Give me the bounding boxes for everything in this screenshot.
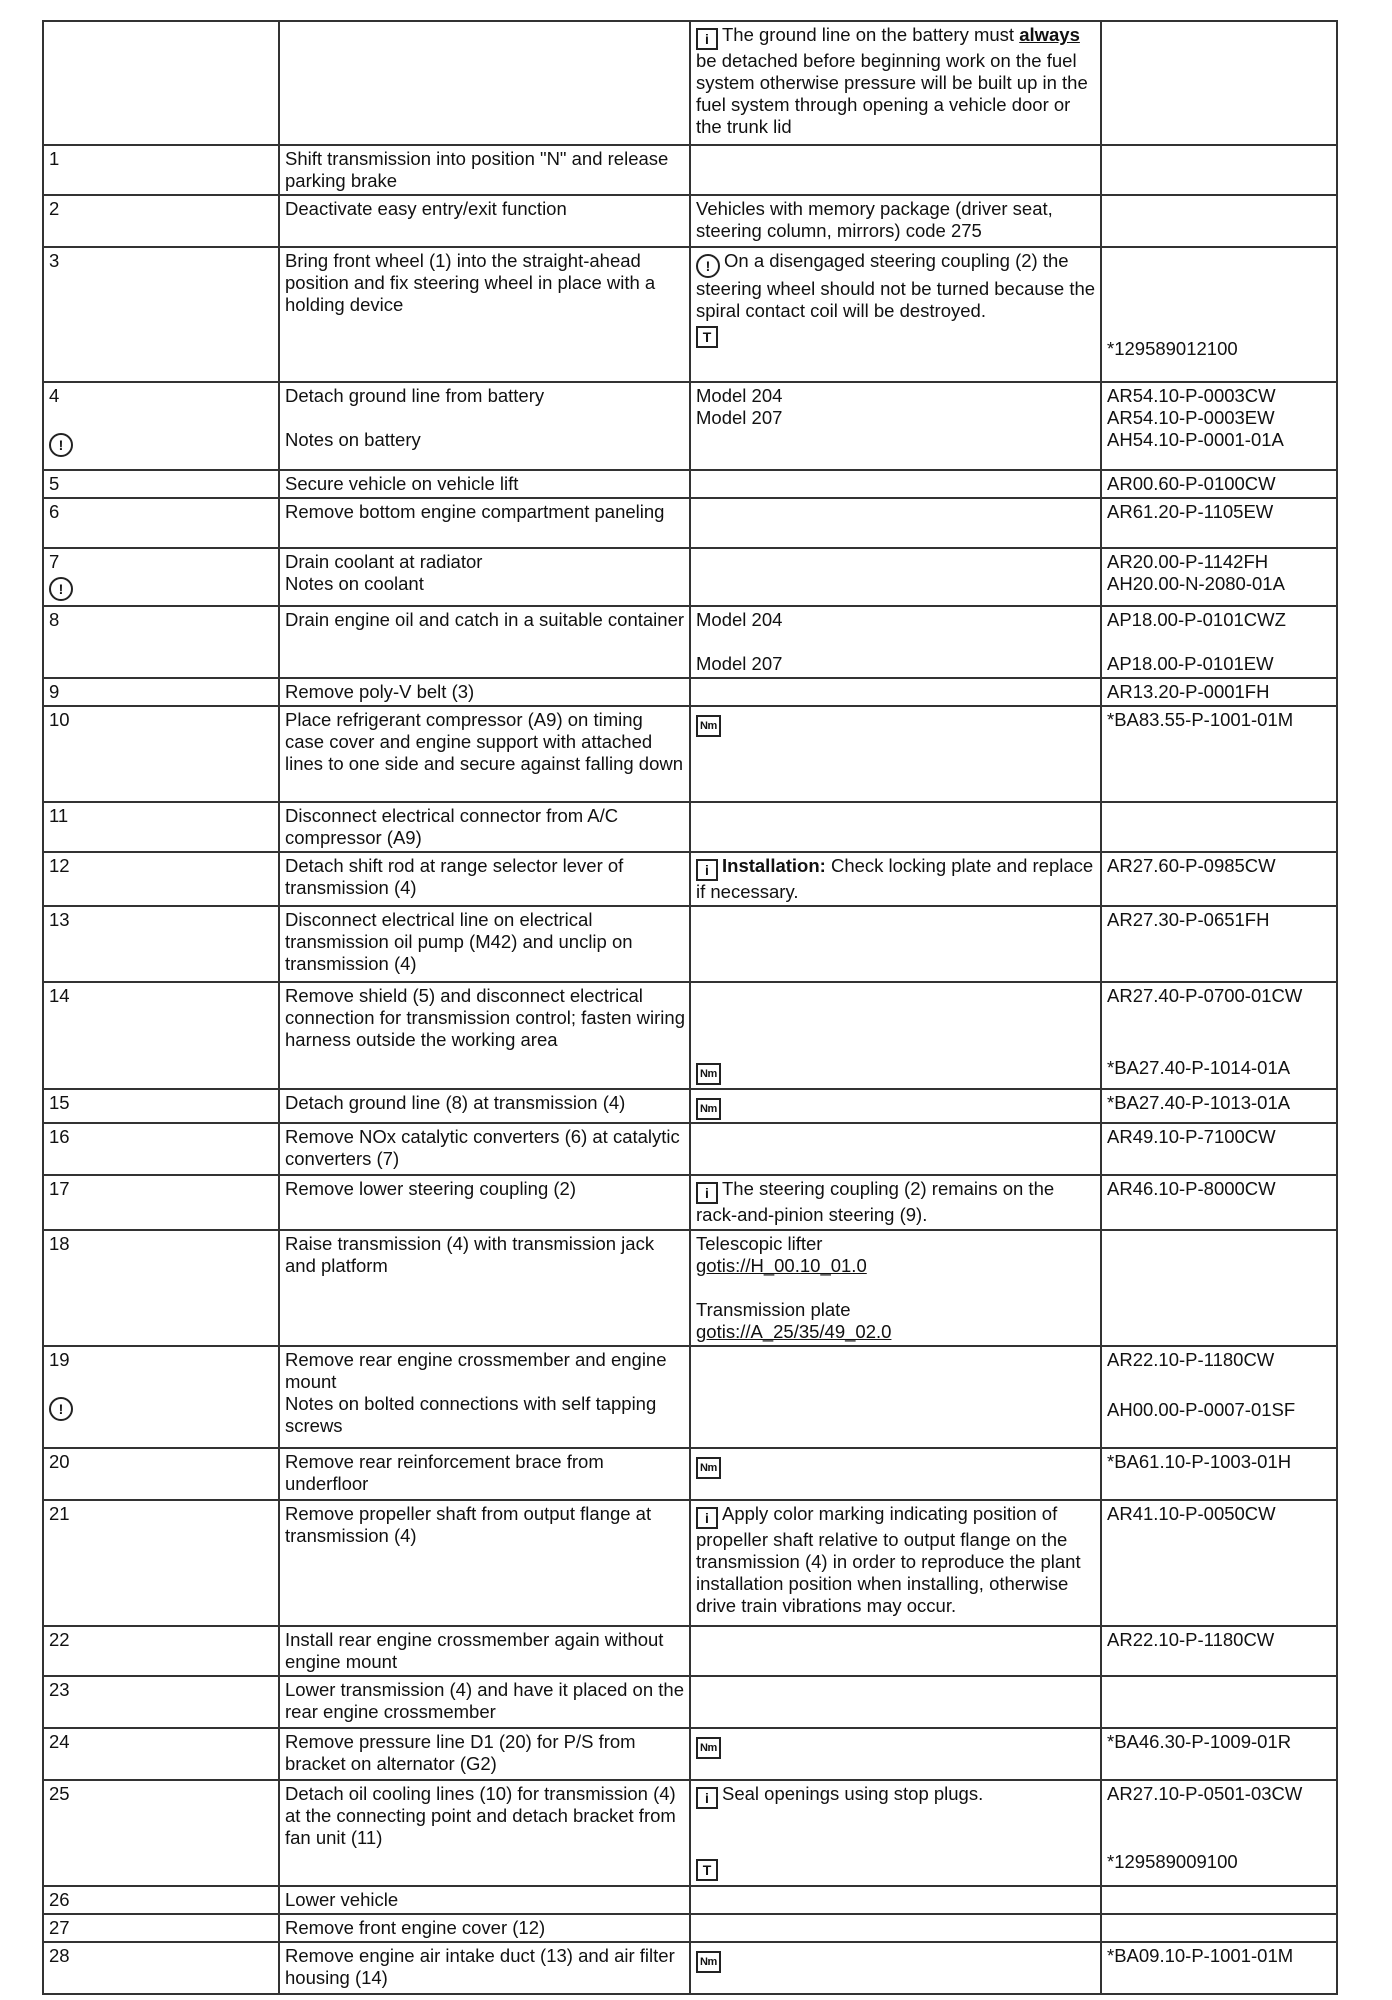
table-row bbox=[43, 1230, 1337, 1346]
table-row bbox=[43, 21, 1337, 145]
step-number: 13 bbox=[43, 906, 279, 982]
table-row bbox=[43, 1942, 1337, 1994]
procedure-table bbox=[42, 20, 1338, 1995]
table-row bbox=[43, 1914, 1337, 1942]
doc-reference[interactable]: *129589009100 bbox=[1107, 1851, 1238, 1872]
step-action: Detach oil cooling lines (10) for transmission (4) at the connecting point and detach bracket from fan unit (11) bbox=[279, 1780, 690, 1886]
doc-reference[interactable]: AR61.20-P-1105EW bbox=[1101, 498, 1337, 548]
step-info: Model 204 Model 207 bbox=[690, 382, 1101, 470]
step-action: Place refrigerant compressor (A9) on timing case cover and engine support with attached lines to one side and secure against falling down bbox=[279, 706, 690, 802]
step-number: 5 bbox=[43, 470, 279, 498]
doc-reference[interactable]: AR22.10-P-1180CW bbox=[1107, 1349, 1275, 1370]
doc-reference[interactable]: *BA09.10-P-1001-01M bbox=[1101, 1942, 1337, 1994]
step-action: Detach ground line (8) at transmission (4) bbox=[279, 1089, 690, 1123]
step-ref bbox=[1101, 247, 1337, 382]
step-info bbox=[690, 1942, 1101, 1994]
step-number: 27 bbox=[43, 1914, 279, 1942]
notes-link[interactable]: Notes on battery bbox=[285, 429, 421, 450]
table-row bbox=[43, 548, 1337, 606]
step-action: Raise transmission (4) with transmission jack and platform bbox=[279, 1230, 690, 1346]
step-info: i Seal openings using stop plugs. T bbox=[690, 1780, 1101, 1886]
table-row bbox=[43, 498, 1337, 548]
step-info bbox=[690, 1089, 1101, 1123]
torque-nm-icon[interactable]: Nm bbox=[696, 1063, 721, 1085]
doc-reference[interactable]: AR41.10-P-0050CW bbox=[1101, 1500, 1337, 1626]
step-action: Disconnect electrical connector from A/C compressor (A9) bbox=[279, 802, 690, 852]
tool-link[interactable]: gotis://H_00.10_01.0 bbox=[696, 1255, 867, 1276]
step-number: 7 ! bbox=[43, 548, 279, 606]
table-row bbox=[43, 1886, 1337, 1914]
table-row bbox=[43, 382, 1337, 470]
step-info bbox=[690, 1728, 1101, 1780]
table-row bbox=[43, 606, 1337, 678]
info-icon: i bbox=[696, 1507, 718, 1529]
doc-reference[interactable]: AH20.00-N-2080-01A bbox=[1107, 573, 1285, 594]
step-ref bbox=[1101, 1346, 1337, 1448]
step-info bbox=[690, 982, 1101, 1089]
step-number: 15 bbox=[43, 1089, 279, 1123]
step-action: Remove lower steering coupling (2) bbox=[279, 1175, 690, 1230]
step-number: 4 ! bbox=[43, 382, 279, 470]
table-row bbox=[43, 706, 1337, 802]
step-number: 3 bbox=[43, 247, 279, 382]
step-number: 26 bbox=[43, 1886, 279, 1914]
doc-reference[interactable]: AR27.40-P-0700-01CW bbox=[1107, 985, 1303, 1006]
doc-reference[interactable]: *BA46.30-P-1009-01R bbox=[1101, 1728, 1337, 1780]
table-row bbox=[43, 852, 1337, 906]
note-icon: ! bbox=[49, 1397, 73, 1421]
step-action: Remove propeller shaft from output flange at transmission (4) bbox=[279, 1500, 690, 1626]
step-number: 6 bbox=[43, 498, 279, 548]
step-number: 24 bbox=[43, 1728, 279, 1780]
table-row bbox=[43, 1089, 1337, 1123]
table-row bbox=[43, 1676, 1337, 1728]
torque-nm-icon[interactable]: Nm bbox=[696, 715, 721, 737]
step-number: 16 bbox=[43, 1123, 279, 1175]
doc-reference: *129589012100 bbox=[1107, 338, 1238, 359]
step-number: 1 bbox=[43, 145, 279, 195]
doc-reference[interactable]: AP18.00-P-0101EW bbox=[1107, 653, 1274, 674]
step-action: Remove pressure line D1 (20) for P/S from bracket on alternator (G2) bbox=[279, 1728, 690, 1780]
step-action: Secure vehicle on vehicle lift bbox=[279, 470, 690, 498]
step-action: Drain engine oil and catch in a suitable container bbox=[279, 606, 690, 678]
step-action: Remove NOx catalytic converters (6) at catalytic converters (7) bbox=[279, 1123, 690, 1175]
special-tool-icon: T bbox=[696, 326, 718, 348]
doc-reference[interactable]: AR54.10-P-0003CW bbox=[1107, 385, 1276, 406]
tool-link[interactable]: gotis://A_25/35/49_02.0 bbox=[696, 1321, 892, 1342]
step-number: 17 bbox=[43, 1175, 279, 1230]
doc-reference[interactable]: AR00.60-P-0100CW bbox=[1101, 470, 1337, 498]
note-icon: ! bbox=[49, 433, 73, 457]
doc-reference[interactable]: AR27.30-P-0651FH bbox=[1101, 906, 1337, 982]
step-number: 19 ! bbox=[43, 1346, 279, 1448]
step-number: 18 bbox=[43, 1230, 279, 1346]
step-ref bbox=[1101, 606, 1337, 678]
doc-reference[interactable]: *BA27.40-P-1014-01A bbox=[1107, 1057, 1291, 1078]
step-action: Bring front wheel (1) into the straight-ahead position and fix steering wheel in place with a holding device bbox=[279, 247, 690, 382]
step-info: i The steering coupling (2) remains on the rack-and-pinion steering (9). bbox=[690, 1175, 1101, 1230]
torque-nm-icon[interactable]: Nm bbox=[696, 1951, 721, 1973]
step-number: 11 bbox=[43, 802, 279, 852]
step-number: 14 bbox=[43, 982, 279, 1089]
doc-reference[interactable]: *BA27.40-P-1013-01A bbox=[1101, 1089, 1337, 1123]
doc-reference[interactable]: AR54.10-P-0003EW bbox=[1107, 407, 1275, 428]
step-action: Remove rear engine crossmember and engine mount Notes on bolted connections with self tapping screws bbox=[279, 1346, 690, 1448]
table-row bbox=[43, 1780, 1337, 1886]
step-ref bbox=[1101, 982, 1337, 1089]
step-number: 22 bbox=[43, 1626, 279, 1676]
step-number: 28 bbox=[43, 1942, 279, 1994]
torque-nm-icon[interactable]: Nm bbox=[696, 1098, 721, 1120]
doc-reference[interactable]: *BA83.55-P-1001-01M bbox=[1101, 706, 1337, 802]
note-icon: ! bbox=[49, 577, 73, 601]
step-number: 12 bbox=[43, 852, 279, 906]
notes-link[interactable]: Notes on bolted connections with self tapping screws bbox=[285, 1393, 657, 1436]
doc-reference[interactable]: AR22.10-P-1180CW bbox=[1101, 1626, 1337, 1676]
table-row bbox=[43, 1346, 1337, 1448]
step-number: 9 bbox=[43, 678, 279, 706]
step-info: Vehicles with memory package (driver seat, steering column, mirrors) code 275 bbox=[690, 195, 1101, 247]
torque-nm-icon[interactable]: Nm bbox=[696, 1457, 721, 1479]
step-action: Remove poly-V belt (3) bbox=[279, 678, 690, 706]
info-cell: i The ground line on the battery must always be detached before beginning work on the fuel system otherwise pressure will be built up in the fuel system through opening a vehicle door or the trunk lid bbox=[690, 21, 1101, 145]
step-action: Remove rear reinforcement brace from underfloor bbox=[279, 1448, 690, 1500]
doc-reference[interactable]: AP18.00-P-0101CWZ bbox=[1107, 609, 1286, 630]
step-action: Deactivate easy entry/exit function bbox=[279, 195, 690, 247]
step-action: Remove front engine cover (12) bbox=[279, 1914, 690, 1942]
step-action: Detach shift rod at range selector lever of transmission (4) bbox=[279, 852, 690, 906]
step-action: Remove shield (5) and disconnect electrical connection for transmission control; fasten wiring harness outside the working area bbox=[279, 982, 690, 1089]
notes-link[interactable]: Notes on coolant bbox=[285, 573, 424, 594]
step-action: Detach ground line from battery Notes on battery bbox=[279, 382, 690, 470]
table-row bbox=[43, 1500, 1337, 1626]
step-action: Shift transmission into position "N" and release parking brake bbox=[279, 145, 690, 195]
step-ref bbox=[1101, 1780, 1337, 1886]
step-info bbox=[690, 1448, 1101, 1500]
doc-reference[interactable]: AR27.60-P-0985CW bbox=[1101, 852, 1337, 906]
table-row bbox=[43, 247, 1337, 382]
table-row bbox=[43, 1123, 1337, 1175]
step-action: Disconnect electrical line on electrical transmission oil pump (M42) and unclip on transmission (4) bbox=[279, 906, 690, 982]
doc-reference[interactable]: AR27.10-P-0501-03CW bbox=[1107, 1783, 1303, 1804]
step-number: 23 bbox=[43, 1676, 279, 1728]
step-number: 25 bbox=[43, 1780, 279, 1886]
table-row bbox=[43, 982, 1337, 1089]
step-action: Drain coolant at radiator Notes on coolant bbox=[279, 548, 690, 606]
step-number: 10 bbox=[43, 706, 279, 802]
step-info: Model 204 Model 207 bbox=[690, 606, 1101, 678]
step-info: i Apply color marking indicating position of propeller shaft relative to output flange on the transmission (4) in order to reproduce the plant installation position when installing, otherwise drive train vibrations may occur. bbox=[690, 1500, 1101, 1626]
table-row bbox=[43, 1728, 1337, 1780]
special-tool-icon: T bbox=[696, 1859, 718, 1881]
step-action: Remove bottom engine compartment paneling bbox=[279, 498, 690, 548]
doc-reference[interactable]: *BA61.10-P-1003-01H bbox=[1101, 1448, 1337, 1500]
doc-reference[interactable]: AR20.00-P-1142FH bbox=[1107, 551, 1269, 572]
caution-note-icon: ! bbox=[696, 254, 720, 278]
doc-reference[interactable]: AH00.00-P-0007-01SF bbox=[1107, 1399, 1296, 1420]
step-action: Lower transmission (4) and have it placed on the rear engine crossmember bbox=[279, 1676, 690, 1728]
info-icon: i bbox=[696, 28, 718, 50]
table-row bbox=[43, 1448, 1337, 1500]
doc-reference[interactable]: AH54.10-P-0001-01A bbox=[1107, 429, 1284, 450]
doc-reference[interactable]: AR13.20-P-0001FH bbox=[1101, 678, 1337, 706]
info-icon: i bbox=[696, 859, 718, 881]
table-row bbox=[43, 195, 1337, 247]
table-row bbox=[43, 678, 1337, 706]
table-row bbox=[43, 470, 1337, 498]
step-info: ! On a disengaged steering coupling (2) the steering wheel should not be turned because the spiral contact coil will be destroyed. T bbox=[690, 247, 1101, 382]
step-number: 20 bbox=[43, 1448, 279, 1500]
table-row bbox=[43, 906, 1337, 982]
step-info: Telescopic lifter gotis://H_00.10_01.0 Transmission plate gotis://A_25/35/49_02.0 bbox=[690, 1230, 1101, 1346]
info-icon: i bbox=[696, 1787, 718, 1809]
torque-nm-icon[interactable]: Nm bbox=[696, 1737, 721, 1759]
step-action: Remove engine air intake duct (13) and air filter housing (14) bbox=[279, 1942, 690, 1994]
doc-reference[interactable]: AR49.10-P-7100CW bbox=[1101, 1123, 1337, 1175]
table-row bbox=[43, 145, 1337, 195]
step-ref bbox=[1101, 548, 1337, 606]
step-action: Install rear engine crossmember again without engine mount bbox=[279, 1626, 690, 1676]
step-number: 2 bbox=[43, 195, 279, 247]
table-row bbox=[43, 1626, 1337, 1676]
info-icon: i bbox=[696, 1182, 718, 1204]
doc-reference[interactable]: AR46.10-P-8000CW bbox=[1101, 1175, 1337, 1230]
table-row bbox=[43, 802, 1337, 852]
table-row bbox=[43, 1175, 1337, 1230]
step-ref bbox=[1101, 382, 1337, 470]
step-info: i Installation: Check locking plate and replace if necessary. bbox=[690, 852, 1101, 906]
step-number: 21 bbox=[43, 1500, 279, 1626]
step-action: Lower vehicle bbox=[279, 1886, 690, 1914]
step-info bbox=[690, 706, 1101, 802]
step-number: 8 bbox=[43, 606, 279, 678]
